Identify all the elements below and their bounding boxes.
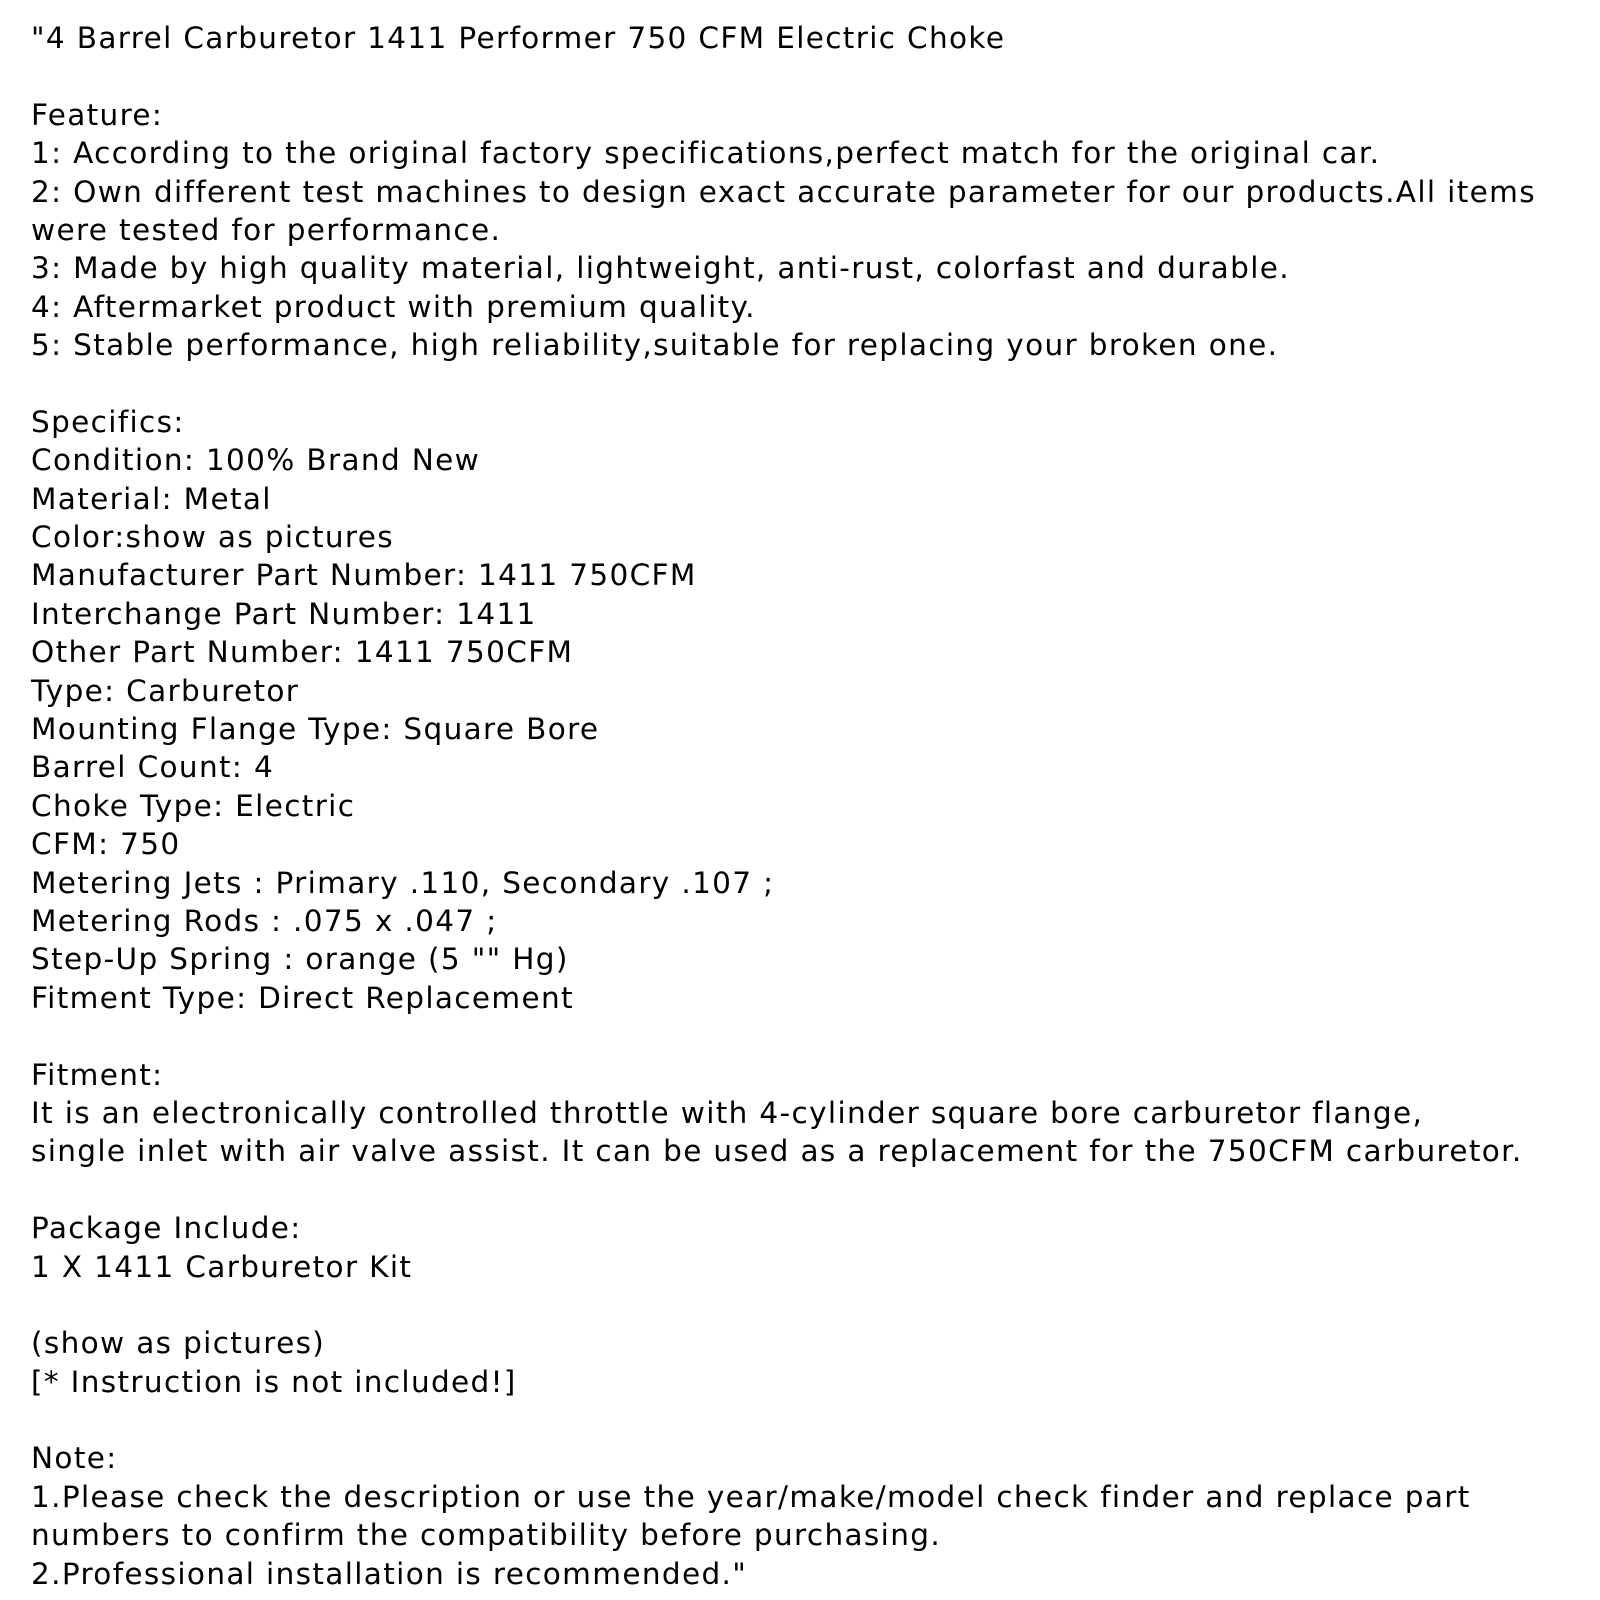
spec-fitment-type: Fitment Type: Direct Replacement	[31, 980, 574, 1015]
spec-choke-type: Choke Type: Electric	[31, 788, 356, 823]
feature-item-5: 5: Stable performance, high reliability,suitable for replacing your broken one.	[31, 328, 1279, 363]
spec-mounting-flange-type: Mounting Flange Type: Square Bore	[31, 712, 600, 747]
note-line-3: 2.Professional installation is recommended."	[31, 1556, 748, 1591]
fitment-text-line-1: It is an electronically controlled throttle with 4-cylinder square bore carburetor flange,	[31, 1095, 1424, 1130]
package-item: 1 X 1411 Carburetor Kit	[31, 1249, 413, 1284]
spacer	[31, 1171, 1591, 1209]
spec-material: Material: Metal	[31, 481, 272, 516]
feature-item-2: 2: Own different test machines to design exact accurate parameter for our products.All items	[31, 174, 1536, 209]
spec-manufacturer-part-number: Manufacturer Part Number: 1411 750CFM	[31, 558, 697, 593]
product-description	[31, 19, 1591, 1593]
feature-item-1: 1: According to the original factory specifications,perfect match for the original car.	[31, 136, 1381, 171]
note-heading: Note:	[31, 1441, 118, 1476]
spec-step-up-spring: Step-Up Spring : orange (5 "" Hg)	[31, 942, 569, 977]
spec-metering-rods: Metering Rods : .075 x .047 ;	[31, 903, 498, 938]
spacer	[31, 1017, 1591, 1055]
pictures-note: (show as pictures)	[31, 1326, 326, 1361]
spacer	[31, 1401, 1591, 1439]
spec-type: Type: Carburetor	[31, 673, 300, 708]
spacer	[31, 365, 1591, 403]
feature-heading: Feature:	[31, 97, 164, 132]
feature-item-2-continued: were tested for performance.	[31, 212, 502, 247]
spec-cfm: CFM: 750	[31, 827, 181, 862]
specifics-heading: Specifics:	[31, 404, 185, 439]
fitment-text-line-2: single inlet with air valve assist. It can be used as a replacement for the 750CFM carburetor.	[31, 1134, 1523, 1169]
spec-other-part-number: Other Part Number: 1411 750CFM	[31, 635, 574, 670]
fitment-heading: Fitment:	[31, 1057, 164, 1092]
note-line-2: numbers to confirm the compatibility before purchasing.	[31, 1518, 942, 1553]
document-title: "4 Barrel Carburetor 1411 Performer 750 CFM Electric Choke	[31, 21, 1006, 55]
instruction-note: [* Instruction is not included!]	[31, 1364, 517, 1399]
spec-color: Color:show as pictures	[31, 520, 394, 555]
note-line-1: 1.Please check the description or use the year/make/model check finder and replace part	[31, 1479, 1471, 1514]
spacer	[31, 57, 1591, 95]
spec-metering-jets: Metering Jets : Primary .110, Secondary .107 ;	[31, 865, 775, 900]
package-heading: Package Include:	[31, 1211, 302, 1246]
feature-item-3: 3: Made by high quality material, lightweight, anti-rust, colorfast and durable.	[31, 251, 1290, 286]
feature-item-4: 4: Aftermarket product with premium quality.	[31, 289, 756, 324]
spec-condition: Condition: 100% Brand New	[31, 443, 481, 478]
spec-barrel-count: Barrel Count: 4	[31, 750, 275, 785]
spacer	[31, 1286, 1591, 1324]
spec-interchange-part-number: Interchange Part Number: 1411	[31, 596, 537, 631]
